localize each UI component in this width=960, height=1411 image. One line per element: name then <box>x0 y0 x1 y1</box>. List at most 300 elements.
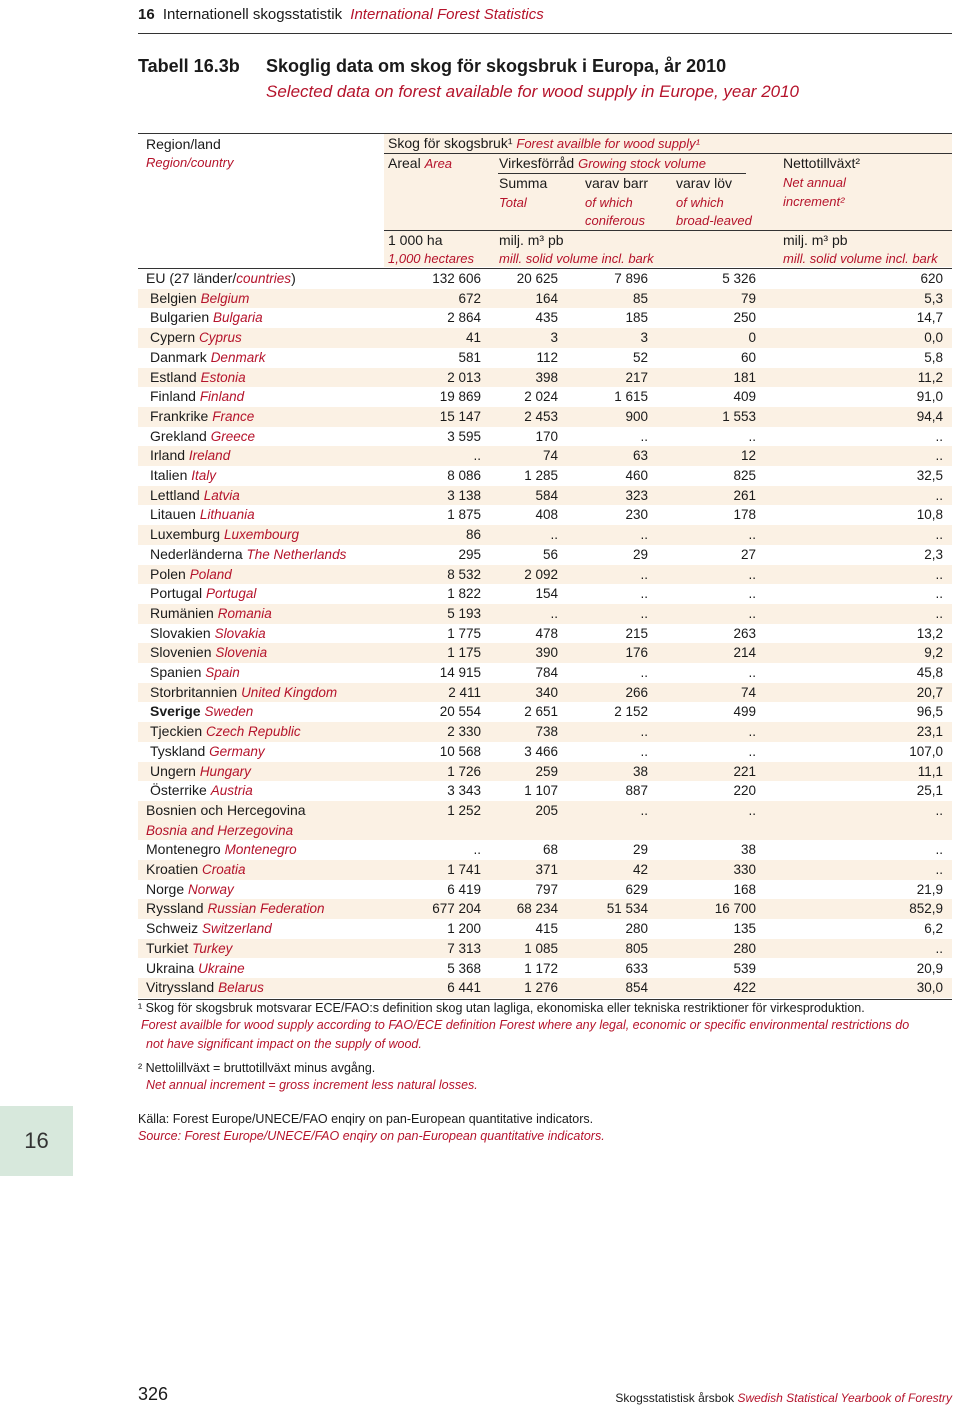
increment-cell: 6,2 <box>924 921 943 937</box>
row-label-sv: Österrike <box>150 782 207 799</box>
row-label-en: Norway <box>188 881 234 897</box>
row-label-sv: Vitryssland <box>146 979 215 996</box>
region-header-en: Region/country <box>146 155 234 170</box>
broadleaved-cell: 5 326 <box>722 271 756 286</box>
row-label <box>150 368 246 388</box>
row-label-en: Denmark <box>210 349 266 365</box>
table-row <box>138 919 952 939</box>
unit-area-sv: 1 000 ha <box>388 232 443 248</box>
area-cell: 3 595 <box>447 428 481 444</box>
area-cell: 5 193 <box>447 605 481 621</box>
coniferous-cell: .. <box>640 802 648 818</box>
area-header <box>388 154 452 173</box>
row-label-en: The Netherlands <box>246 546 347 562</box>
total-cell: 340 <box>535 684 558 700</box>
footer-publication <box>615 1391 952 1405</box>
area-cell: 6 441 <box>447 980 481 996</box>
broadleaved-cell: .. <box>748 665 756 680</box>
coniferous-cell: 63 <box>632 448 648 464</box>
table-row <box>138 387 952 407</box>
increment-cell: 14,7 <box>916 310 943 326</box>
broadleaved-cell: 422 <box>733 980 756 996</box>
table-row <box>138 939 952 959</box>
row-label-en: Spain <box>205 665 240 680</box>
row-label-en: Russian Federation <box>207 901 325 917</box>
coniferous-cell: 3 <box>640 330 648 346</box>
coniferous-cell: 185 <box>625 310 648 326</box>
row-label-en: Hungary <box>199 763 251 779</box>
row-label-sv: Bulgarien <box>150 309 210 326</box>
row-label-sv: Tyskland <box>150 742 206 759</box>
area-cell: 677 204 <box>432 901 481 917</box>
row-label-sv: Ungern <box>150 762 196 779</box>
row-label-sv: Spanien <box>150 664 202 680</box>
table-row <box>138 880 952 900</box>
increment-cell: 20,9 <box>916 960 943 976</box>
row-label <box>150 387 244 407</box>
area-cell: 295 <box>458 546 481 562</box>
total-cell: 435 <box>535 310 558 326</box>
row-label-en: Ukraine <box>198 960 245 976</box>
total-cell: 784 <box>535 665 558 680</box>
area-cell: 15 147 <box>439 408 481 424</box>
unit-area-en: 1,000 hectares <box>388 251 475 266</box>
table-row <box>138 407 952 427</box>
table-row <box>138 722 952 742</box>
increment-cell: 96,5 <box>916 704 943 720</box>
row-label <box>150 446 230 466</box>
footnote-2-en: Net annual increment = gross increment less natural losses. <box>146 1078 478 1092</box>
table-row <box>138 702 952 722</box>
total-cell: 584 <box>535 487 558 503</box>
increment-cell: .. <box>935 428 943 444</box>
area-cell: 581 <box>458 349 481 365</box>
table-row <box>138 899 952 919</box>
table-row <box>138 486 952 506</box>
row-label <box>150 643 267 663</box>
increment-cell: 91,0 <box>916 389 943 405</box>
row-label-sv: Norge <box>146 880 185 897</box>
broadleaved-cell: 220 <box>733 783 756 799</box>
unit-incr-en: mill. solid volume incl. bark <box>783 251 938 266</box>
table-row <box>138 624 952 644</box>
total-cell: 164 <box>535 290 558 306</box>
row-label <box>150 545 346 565</box>
row-label <box>150 505 255 525</box>
total-cell: 74 <box>542 448 558 464</box>
table-row <box>138 505 952 525</box>
broadleaved-cell: 16 700 <box>714 901 756 917</box>
row-label-en: Montenegro <box>224 842 297 858</box>
broadleaved-cell: 135 <box>733 921 756 937</box>
broadleaved-cell: 38 <box>740 842 756 858</box>
row-label-sv: Cypern <box>150 329 196 346</box>
coniferous-cell: 29 <box>632 842 648 858</box>
table-row <box>138 781 952 801</box>
total-cell: 797 <box>535 881 558 897</box>
chapter-title-sv: Internationell skogsstatistik <box>162 6 343 23</box>
table-row <box>138 348 952 368</box>
coniferous-cell: .. <box>640 743 648 759</box>
footnote-2-sv: ² Nettolillväxt = bruttotillväxt minus avgång. <box>138 1061 376 1075</box>
broadleaved-cell: 178 <box>733 507 756 523</box>
row-label <box>146 269 296 289</box>
increment-cell: 620 <box>920 271 943 286</box>
increment-cell: 9,2 <box>924 645 943 661</box>
row-label-sv: Sverige <box>150 703 201 720</box>
row-label <box>146 978 264 998</box>
row-label <box>150 348 265 368</box>
row-label-en: Germany <box>209 743 265 759</box>
increment-cell: 852,9 <box>909 901 943 917</box>
broadleaved-cell: .. <box>748 527 756 543</box>
row-label <box>150 308 263 328</box>
row-label-sv: Schweiz <box>146 920 199 937</box>
row-label-sv: Kroatien <box>146 861 199 877</box>
coniferous-cell: 29 <box>632 546 648 562</box>
coniferous-cell: 460 <box>625 468 648 483</box>
row-label-sv: Frankrike <box>150 407 209 424</box>
coniferous-cell: 323 <box>625 487 648 503</box>
coniferous-cell: 900 <box>625 408 648 424</box>
row-label-sv: Luxemburg <box>150 526 221 543</box>
row-label-sv: Montenegro <box>146 841 221 858</box>
row-label-en: France <box>212 408 255 424</box>
increment-cell: .. <box>935 802 943 818</box>
area-cell: 7 313 <box>447 940 481 956</box>
broadleaved-cell: 539 <box>733 960 756 976</box>
table-row <box>138 525 952 545</box>
header-rule <box>138 33 952 34</box>
running-header <box>138 6 544 23</box>
row-label-en: Belarus <box>218 980 264 996</box>
broad-header-en2: broad-leaved <box>676 213 752 228</box>
row-label-en: Estonia <box>200 369 246 385</box>
coniferous-cell: .. <box>640 527 648 543</box>
table-row <box>138 565 952 585</box>
row-label-sv: Portugal <box>150 585 203 602</box>
total-cell: .. <box>550 527 558 543</box>
row-label <box>146 801 306 840</box>
broadleaved-cell: 27 <box>740 546 756 562</box>
row-label-sv: Turkiet <box>146 939 189 956</box>
area-cell: 1 822 <box>447 586 481 602</box>
coniferous-cell: 629 <box>625 881 648 897</box>
area-cell: 1 200 <box>447 921 481 937</box>
row-label-sv: Slovakien <box>150 624 211 641</box>
total-cell: 3 <box>550 330 558 346</box>
broadleaved-cell: 499 <box>733 704 756 720</box>
table-row <box>138 762 952 782</box>
row-label-sv: Danmark <box>150 348 207 365</box>
row-label-sv: Ukraina <box>146 959 195 976</box>
row-label <box>146 860 246 880</box>
total-cell: 415 <box>535 921 558 937</box>
increment-cell: 2,3 <box>924 546 943 562</box>
row-label <box>150 683 337 703</box>
increment-cell: .. <box>935 586 943 602</box>
coniferous-cell: 1 615 <box>614 389 648 405</box>
increment-cell: 11,1 <box>917 763 943 779</box>
broadleaved-cell: 409 <box>733 389 756 405</box>
increment-cell: .. <box>935 566 943 582</box>
table-title-en: Selected data on forest available for wood supply in Europe, year 2010 <box>266 82 800 101</box>
row-label <box>150 604 272 624</box>
table-bottom-rule <box>138 999 952 1000</box>
broadleaved-cell: .. <box>748 566 756 582</box>
row-label <box>150 722 301 742</box>
increment-cell: .. <box>935 527 943 543</box>
row-label-sv: Irland <box>150 447 186 464</box>
increment-cell: .. <box>935 842 943 858</box>
row-label <box>150 762 251 782</box>
area-cell: 2 013 <box>447 369 481 385</box>
row-label <box>150 584 256 604</box>
area-cell: 1 775 <box>447 625 481 641</box>
area-cell: 19 869 <box>439 389 481 405</box>
row-label <box>150 624 266 644</box>
row-label <box>150 663 240 683</box>
unit-rule <box>384 230 952 231</box>
coniferous-cell: 38 <box>632 763 648 779</box>
group-header-sv: Skog för skogsbruk¹ <box>388 135 513 151</box>
row-label-sv: Ryssland <box>146 900 204 917</box>
total-cell: 170 <box>535 428 558 444</box>
table-row <box>138 328 952 348</box>
broadleaved-cell: .. <box>748 586 756 602</box>
area-cell: 1 741 <box>447 862 481 877</box>
broad-header-en1: of which <box>676 195 724 210</box>
row-label-en: Croatia <box>202 862 246 877</box>
source-sv: Källa: Forest Europe/UNECE/FAO enqiry on pan-European quantitative indicators. <box>138 1112 594 1126</box>
area-cell: 8 086 <box>447 468 481 483</box>
broadleaved-cell: 79 <box>740 290 756 306</box>
conif-header-sv: varav barr <box>585 175 649 191</box>
total-cell: 259 <box>535 763 558 779</box>
table-row <box>138 427 952 447</box>
area-cell: 1 175 <box>447 645 481 661</box>
row-label-sv: Polen <box>150 565 186 582</box>
total-cell: 2 651 <box>524 704 558 720</box>
total-header-en: Total <box>499 195 527 210</box>
broadleaved-cell: 181 <box>733 369 756 385</box>
row-label-en: Poland <box>189 566 232 582</box>
broadleaved-cell: .. <box>748 743 756 759</box>
row-label-sv: Lettland <box>150 486 200 503</box>
coniferous-cell: 230 <box>625 507 648 523</box>
total-cell: 408 <box>535 507 558 523</box>
area-cell: .. <box>473 842 481 858</box>
table-row <box>138 801 952 840</box>
total-cell: 2 092 <box>524 566 558 582</box>
total-cell: 1 172 <box>524 960 558 976</box>
coniferous-cell: 633 <box>625 960 648 976</box>
table-row <box>138 368 952 388</box>
coniferous-cell: 854 <box>625 980 648 996</box>
broadleaved-cell: 280 <box>733 940 756 956</box>
broadleaved-cell: 60 <box>740 349 756 365</box>
row-label-en: Latvia <box>203 487 240 503</box>
broadleaved-cell: 330 <box>733 862 756 877</box>
increment-cell: 21,9 <box>916 881 943 897</box>
row-label-en: Greece <box>210 428 255 444</box>
coniferous-cell: .. <box>640 605 648 621</box>
row-label-en: Slovakia <box>214 625 266 641</box>
table-row <box>138 978 952 998</box>
stock-header <box>499 154 706 173</box>
table-row <box>138 545 952 565</box>
row-label <box>150 466 216 486</box>
table-row <box>138 959 952 979</box>
total-cell: 398 <box>535 369 558 385</box>
area-cell: 672 <box>458 290 481 306</box>
unit-vol-en: mill. solid volume incl. bark <box>499 251 654 266</box>
increment-cell: 94,4 <box>916 408 943 424</box>
row-label-en: Switzerland <box>202 921 272 937</box>
table-row <box>138 860 952 880</box>
table-row <box>138 742 952 762</box>
coniferous-cell: .. <box>640 724 648 740</box>
coniferous-cell: 266 <box>625 684 648 700</box>
total-cell: 1 085 <box>524 940 558 956</box>
increment-cell: 5,3 <box>924 290 943 306</box>
broadleaved-cell: 168 <box>733 881 756 897</box>
total-cell: 2 024 <box>524 389 558 405</box>
increment-cell: 5,8 <box>924 349 943 365</box>
total-cell: 2 453 <box>524 408 558 424</box>
area-cell: 6 419 <box>447 881 481 897</box>
row-label-en: Bulgaria <box>213 310 263 326</box>
area-cell: 3 343 <box>447 783 481 799</box>
row-label-sv: Nederländerna <box>150 545 243 562</box>
broad-header-sv: varav löv <box>676 175 733 191</box>
row-label-en: Lithuania <box>199 507 255 523</box>
table-row <box>138 683 952 703</box>
row-label <box>150 742 265 762</box>
total-cell: 56 <box>542 546 558 562</box>
increment-cell: 11,2 <box>917 369 943 385</box>
table-row <box>138 643 952 663</box>
stock-header-sv: Virkesförråd <box>499 155 575 171</box>
total-cell: 1 276 <box>524 980 558 996</box>
row-label-sv: EU (27 länder/ <box>146 270 237 286</box>
increment-cell: 45,8 <box>916 665 943 680</box>
row-label-en: Finland <box>199 389 245 405</box>
table-row <box>138 308 952 328</box>
broadleaved-cell: 250 <box>733 310 756 326</box>
total-cell: 3 466 <box>524 743 558 759</box>
row-label <box>146 840 297 860</box>
chapter-title-en: International Forest Statistics <box>350 6 544 23</box>
row-label <box>150 781 253 801</box>
coniferous-cell: .. <box>640 586 648 602</box>
row-label-sv: Grekland <box>150 427 207 444</box>
row-label <box>150 486 240 506</box>
area-cell: 2 330 <box>447 724 481 740</box>
footer-publication-sv: Skogsstatistisk årsbok <box>615 1391 735 1405</box>
increment-cell: 10,8 <box>916 507 943 523</box>
increment-cell: 13,2 <box>916 625 943 641</box>
total-cell: .. <box>550 605 558 621</box>
row-label-sv: Estland <box>150 368 197 385</box>
total-cell: 112 <box>536 349 558 365</box>
total-cell: 1 285 <box>524 468 558 483</box>
row-label-en: Italy <box>191 468 217 483</box>
table-row <box>138 269 952 289</box>
row-label-en: Belgium <box>200 290 250 306</box>
area-cell: 14 915 <box>439 665 481 680</box>
stock-header-en: Growing stock volume <box>578 156 706 171</box>
row-label-en: Austria <box>210 783 253 799</box>
row-label-en: Sweden <box>204 704 254 720</box>
coniferous-cell: 42 <box>632 862 648 877</box>
area-cell: 20 554 <box>439 704 481 720</box>
increment-cell: .. <box>935 448 943 464</box>
broadleaved-cell: 825 <box>733 468 756 483</box>
total-cell: 68 234 <box>516 901 558 917</box>
row-label-en: Slovenia <box>215 645 268 661</box>
chapter-number: 16 <box>138 6 155 23</box>
increment-cell: .. <box>935 605 943 621</box>
footnote-1-en-2: not have significant impact on the supply of wood. <box>146 1037 422 1051</box>
broadleaved-cell: .. <box>748 428 756 444</box>
coniferous-cell: 85 <box>632 290 648 306</box>
increment-cell: .. <box>935 862 943 877</box>
row-label <box>150 407 254 427</box>
area-header-en: Area <box>424 156 453 171</box>
area-cell: 1 252 <box>447 802 481 818</box>
total-header-sv: Summa <box>499 175 548 191</box>
area-cell: 132 606 <box>432 271 481 286</box>
area-header-sv: Areal <box>388 155 421 171</box>
increment-cell: 107,0 <box>909 743 943 759</box>
row-label-sv: Storbritannien <box>150 683 238 700</box>
row-label-sv: Slovenien <box>150 644 212 661</box>
row-label <box>146 939 232 959</box>
row-label-en: Romania <box>217 605 272 621</box>
conif-header-en1: of which <box>585 195 633 210</box>
total-cell: 371 <box>535 862 558 877</box>
increment-cell: 25,1 <box>916 783 943 799</box>
broadleaved-cell: 12 <box>740 448 756 464</box>
row-label <box>150 525 299 545</box>
coniferous-cell: 51 534 <box>606 901 648 917</box>
coniferous-cell: 215 <box>625 625 648 641</box>
row-label-en: Czech Republic <box>206 724 301 740</box>
area-cell: 2 411 <box>448 684 481 700</box>
total-cell: 390 <box>535 645 558 661</box>
row-label-en: Cyprus <box>199 330 242 346</box>
area-cell: 5 368 <box>447 960 481 976</box>
row-label-en: Bosnia and Herzegovina <box>146 822 294 838</box>
total-cell: 478 <box>535 625 558 641</box>
footer-publication-en: Swedish Statistical Yearbook of Forestry <box>737 1391 952 1405</box>
row-label-sv: Belgien <box>150 289 197 306</box>
area-cell: 86 <box>465 527 481 543</box>
total-cell: 738 <box>535 724 558 740</box>
coniferous-cell: .. <box>640 665 648 680</box>
total-cell: 154 <box>535 586 558 602</box>
row-label <box>150 565 232 585</box>
coniferous-cell: 280 <box>625 921 648 937</box>
coniferous-cell: 217 <box>625 369 648 385</box>
broadleaved-cell: 1 553 <box>722 408 756 424</box>
row-label-en: Luxembourg <box>223 527 299 543</box>
table-title-sv: Skoglig data om skog för skogsbruk i Europa, år 2010 <box>266 56 727 76</box>
table-row <box>138 289 952 309</box>
total-cell: 68 <box>542 842 558 858</box>
coniferous-cell: 887 <box>625 783 648 799</box>
